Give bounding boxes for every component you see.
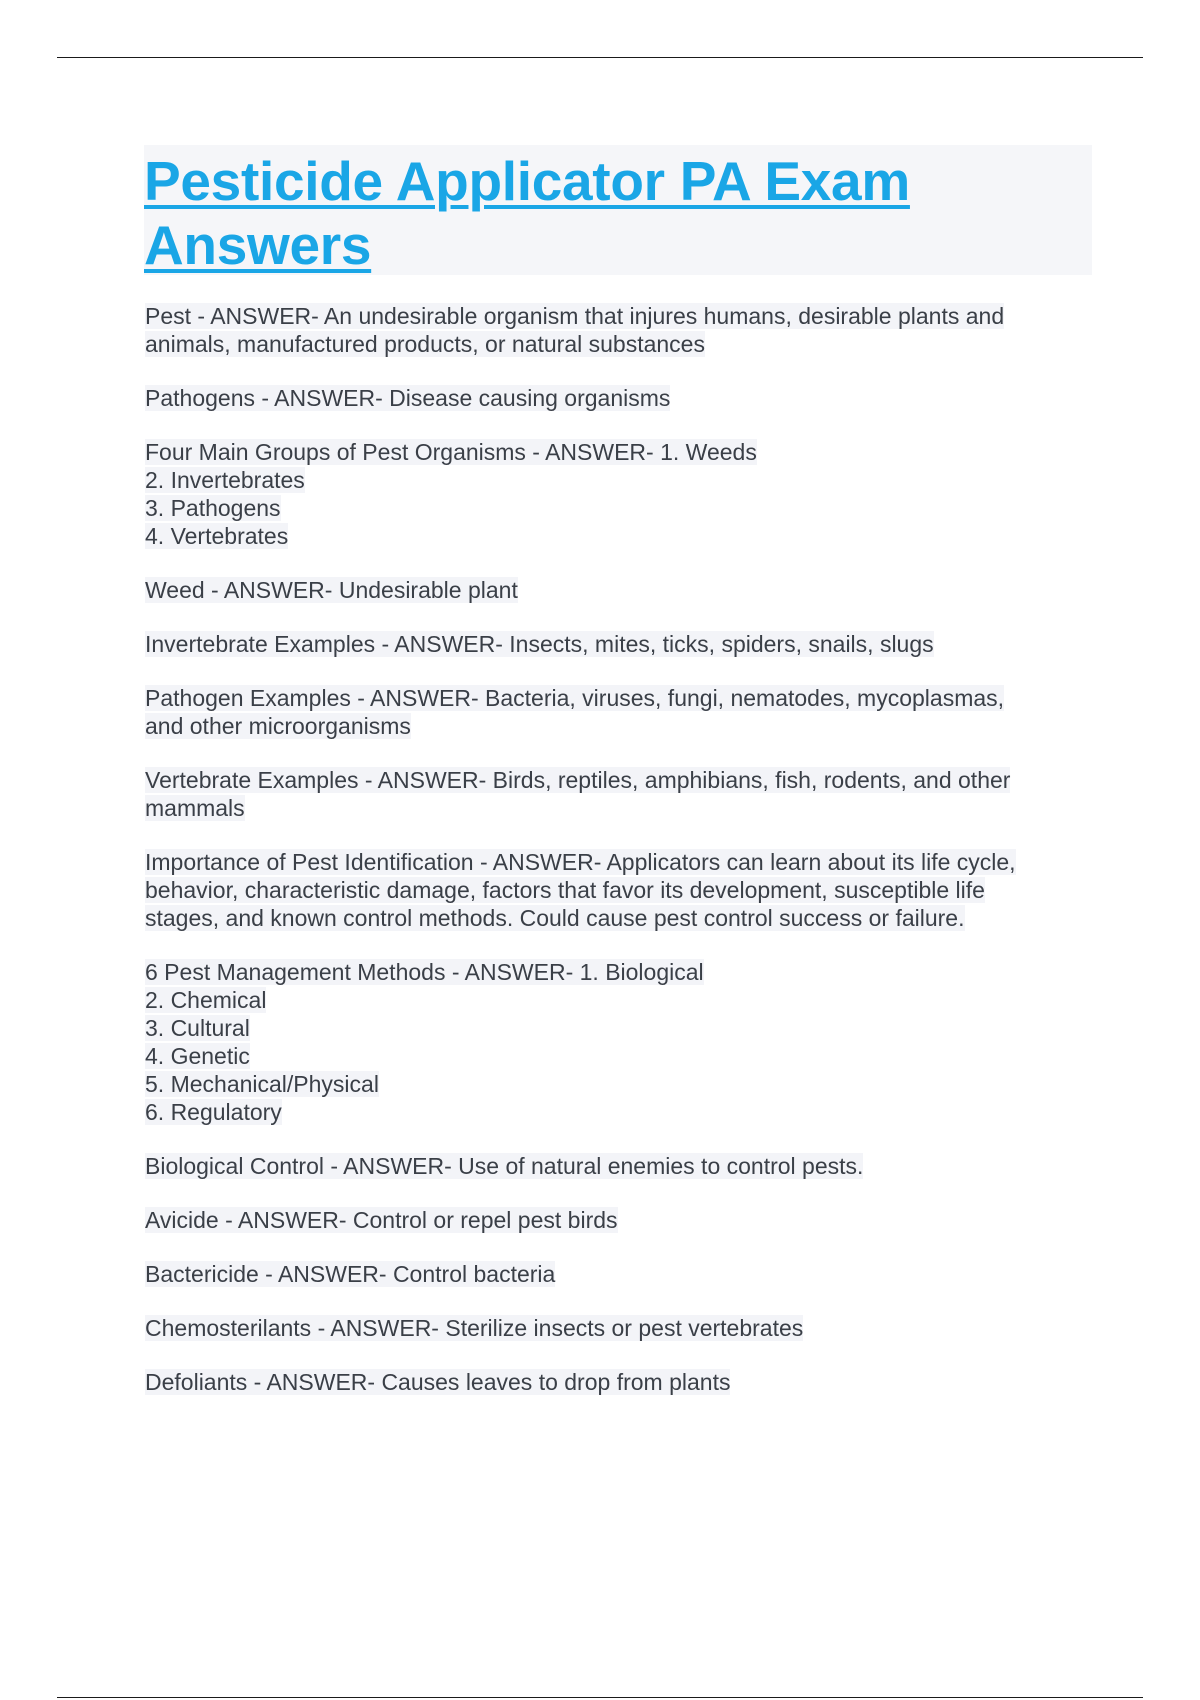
qa-entry-defoliants: Defoliants - ANSWER- Causes leaves to drop from plants (145, 1369, 731, 1395)
qa-entry-chemosterilants: Chemosterilants - ANSWER- Sterilize insects or pest vertebrates (145, 1315, 804, 1341)
document-title[interactable]: Pesticide Applicator PA Exam Answers (144, 150, 910, 276)
qa-entry-bactericide: Bactericide - ANSWER- Control bacteria (145, 1261, 556, 1287)
qa-entry-pest-groups: Four Main Groups of Pest Organisms - ANSWER- 1. Weeds 2. Invertebrates 3. Pathogens 4. Vertebrates (145, 439, 757, 549)
qa-entry-pest: Pest - ANSWER- An undesirable organism that injures humans, desirable plants and animals, manufactured products, or natural substances (145, 303, 1005, 357)
footer-rule (57, 1697, 1143, 1698)
title-block (144, 145, 1092, 275)
qa-entry-avicide: Avicide - ANSWER- Control or repel pest birds (145, 1207, 618, 1233)
qa-entry-management-methods: 6 Pest Management Methods - ANSWER- 1. Biological 2. Chemical 3. Cultural 4. Genetic 5. Mechanical/Physical 6. Regulatory (145, 959, 704, 1125)
qa-entry-pathogen-examples: Pathogen Examples - ANSWER- Bacteria, viruses, fungi, nematodes, mycoplasmas, and other microorganisms (145, 685, 1005, 739)
qa-entry-pest-identification: Importance of Pest Identification - ANSWER- Applicators can learn about its life cycle, behavior, characteristic damage, factors that favor its development, susceptible life stages, and known control methods. Could cause pest control success or failure. (145, 849, 1016, 931)
qa-entry-invertebrate-examples: Invertebrate Examples - ANSWER- Insects, mites, ticks, spiders, snails, slugs (145, 631, 934, 657)
qa-list (145, 302, 1095, 1422)
qa-entry-pathogens: Pathogens - ANSWER- Disease causing organisms (145, 385, 671, 411)
qa-entry-weed: Weed - ANSWER- Undesirable plant (145, 577, 518, 603)
qa-entry-biological-control: Biological Control - ANSWER- Use of natural enemies to control pests. (145, 1153, 864, 1179)
header-rule (57, 57, 1143, 58)
qa-entry-vertebrate-examples: Vertebrate Examples - ANSWER- Birds, reptiles, amphibians, fish, rodents, and other mammals (145, 767, 1011, 821)
